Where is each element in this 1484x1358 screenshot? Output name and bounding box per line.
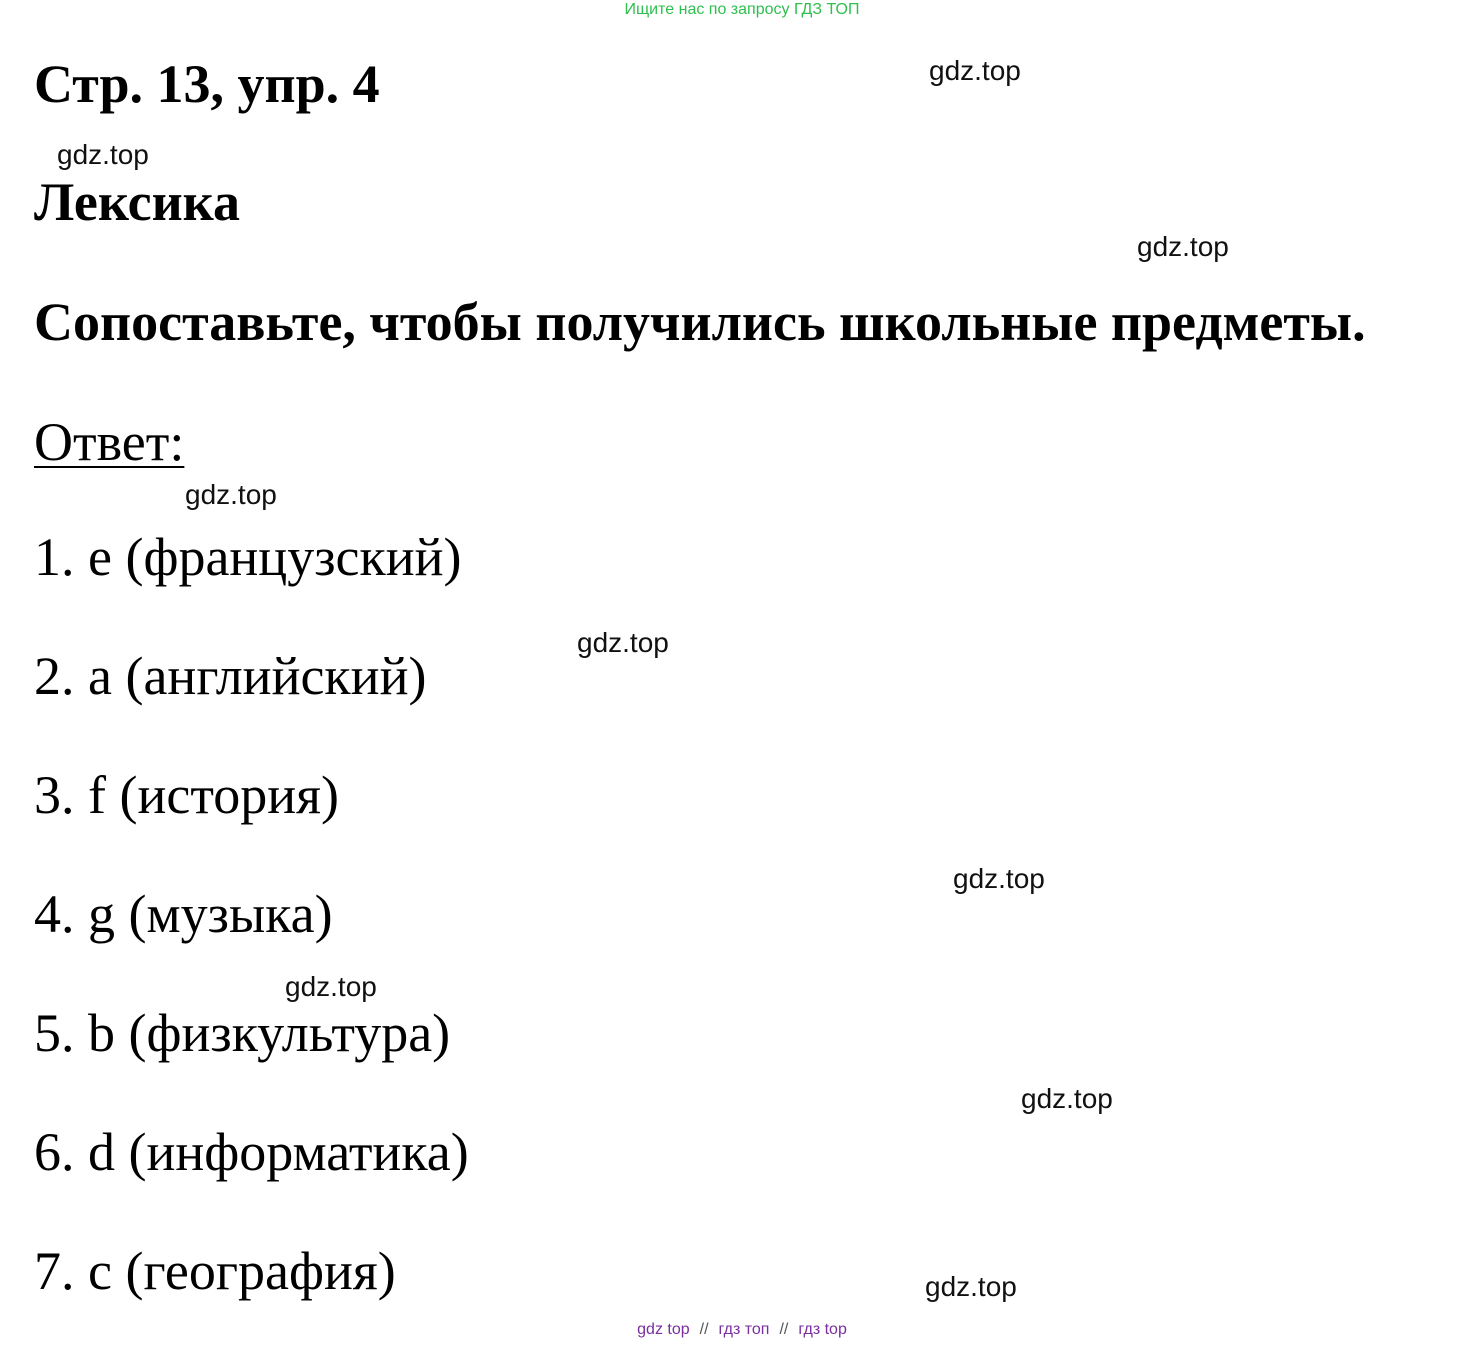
watermark: gdz.top (1137, 231, 1229, 262)
answer-label: Ответ: (34, 412, 185, 472)
watermark: gdz.top (285, 971, 377, 1002)
footer-separator: // (779, 1321, 789, 1338)
footer-links (0, 1321, 1484, 1339)
watermark: gdz.top (925, 1271, 1017, 1302)
top-banner[interactable]: Ищите нас по запросу ГДЗ ТОП (624, 1, 860, 18)
footer-separator: // (699, 1321, 709, 1338)
watermark: gdz.top (185, 479, 277, 510)
task-instruction: Сопоставьте, чтобы получились школьные предметы. (34, 292, 1366, 352)
answer-item: 7. c (география) (34, 1241, 396, 1301)
watermark: gdz.top (953, 863, 1045, 894)
answer-item: 6. d (информатика) (34, 1122, 469, 1182)
page-heading: Стр. 13, упр. 4 (34, 54, 380, 114)
answer-item: 4. g (музыка) (34, 884, 333, 944)
answer-item: 3. f (история) (34, 765, 339, 825)
watermark: gdz.top (1021, 1083, 1113, 1114)
answer-item: 1. e (французский) (34, 527, 462, 587)
watermark: gdz.top (929, 55, 1021, 86)
watermark: gdz.top (577, 627, 669, 658)
answer-list (34, 525, 469, 1358)
footer-link[interactable]: gdz top (637, 1321, 690, 1338)
footer-link[interactable]: гдз top (798, 1321, 847, 1338)
section-heading: Лексика (34, 172, 240, 232)
footer-link[interactable]: гдз топ (718, 1321, 770, 1338)
answer-item: 5. b (физкультура) (34, 1003, 451, 1063)
watermark: gdz.top (57, 139, 149, 170)
answer-item: 2. a (английский) (34, 646, 427, 706)
